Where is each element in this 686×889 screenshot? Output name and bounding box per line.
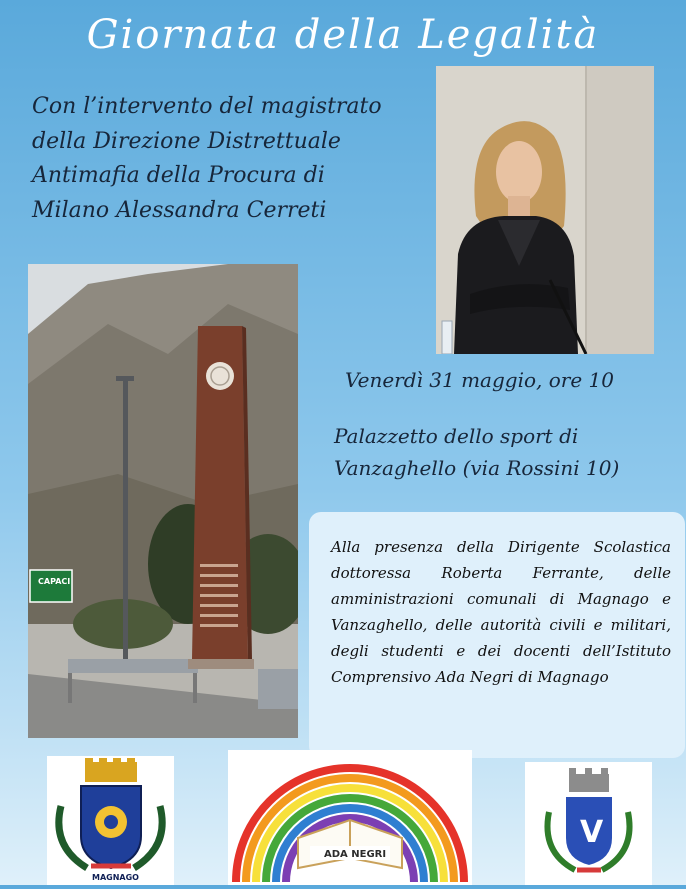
intro-line: Milano Alessandra Cerreti (32, 197, 327, 223)
ada-negri-school-logo (228, 750, 472, 885)
road-sign-text: CAPACI (38, 577, 71, 586)
magnago-label: MAGNAGO (92, 873, 139, 882)
event-date: Venerdì 31 maggio, ore 10 (345, 368, 614, 392)
portrait-photo (436, 66, 654, 354)
page-title: Giornata della Legalità (86, 12, 600, 58)
presence-text: Alla presenza della Dirigente Scolastica dottoressa Roberta Ferrante, delle amministrazioni comunali di Magnago e Vanzaghello, delle autorità civili e militari, degli studenti e dei docenti dell’Istituto Comprensivo Ada Negri di Magnago (331, 538, 671, 687)
intro-line: Con l’intervento del magistrato (32, 94, 382, 119)
event-venue (334, 420, 619, 484)
capaci-memorial-photo (28, 264, 298, 738)
school-label: ADA NEGRI (324, 849, 387, 860)
intro-line: Antimafia della Procura di (32, 163, 325, 189)
venue-line: Palazzetto dello sport di (334, 424, 579, 448)
venue-line: Vanzaghello (via Rossini 10) (334, 456, 620, 480)
intro-text (32, 90, 432, 228)
intro-line: della Direzione Distrettuale (32, 128, 341, 154)
vanzaghello-letter: V (580, 815, 604, 850)
vanzaghello-coat-of-arms-logo (525, 762, 652, 885)
presence-panel (309, 512, 685, 758)
magnago-coat-of-arms-logo (47, 756, 174, 885)
